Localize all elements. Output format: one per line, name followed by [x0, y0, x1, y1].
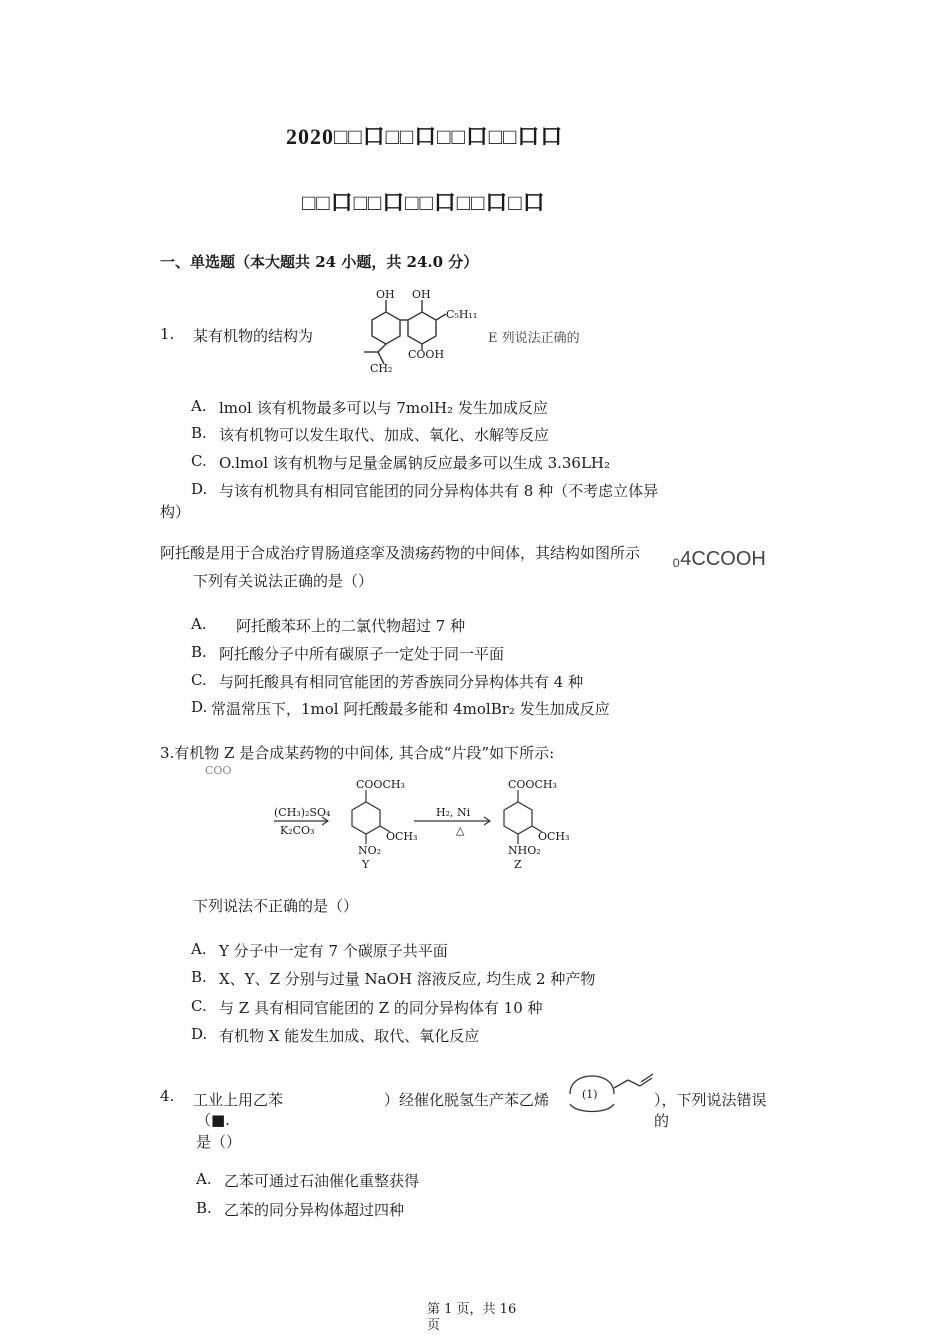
q2-option-b-text: 阿托酸分子中所有碳原子一定处于同一平面 [219, 645, 505, 663]
q3-option-a-text: Y 分子中一定有 7 个碳原子共平面 [219, 942, 448, 960]
q4-number: 4. [160, 1087, 175, 1105]
q1-option-a-letter: A. [191, 397, 207, 415]
q4-option-a-letter: A. [196, 1170, 212, 1188]
q1-label-ch2: CH₂ [370, 362, 393, 375]
q2-formula-fragment: ₀4CCOOH [672, 548, 766, 570]
q3-y-top: COOCH₃ [356, 778, 405, 791]
q2-option-c-text: 与阿托酸具有相同官能团的芳香族同分异构体共有 4 种 [219, 673, 584, 691]
q4-stem-part-d: （■. [196, 1111, 230, 1129]
q4-ring-label: (1) [582, 1088, 598, 1101]
q1-label-oh1: OH [376, 288, 395, 301]
q1-stem: 某有机物的结构为 [193, 327, 314, 345]
q3-option-a-letter: A. [191, 940, 207, 958]
q1-label-oh2: OH [412, 288, 431, 301]
q2-option-c-letter: C. [191, 671, 207, 689]
q3-option-b-letter: B. [191, 968, 207, 986]
q2-option-d-letter: D. [191, 698, 208, 716]
q4-stem-part-e: 是（） [196, 1133, 242, 1151]
q1-option-c-letter: C. [191, 452, 207, 470]
q3-y-bottom: NO₂ [358, 844, 382, 857]
q1-stem-tail: E 列说法正确的 [488, 331, 580, 346]
q3-stem: 3.有机物 Z 是合成某药物的中间体, 其合成“片段”如下所示: [160, 744, 555, 762]
q3-reagent2-bottom: △ [456, 824, 465, 837]
q1-option-d-text: 与该有机物具有相同官能团的同分异构体共有 8 种（不考虑立体异 [219, 482, 659, 500]
q1-option-d-letter: D. [191, 480, 208, 498]
page-footer-line2: 页 [427, 1318, 441, 1333]
q4-stem-part-f: 的 [654, 1112, 670, 1130]
q4-stem-part-c: ），下列说法错误 [654, 1091, 767, 1109]
q2-option-d-text: 常温常压下，1mol 阿托酸最多能和 4molBr₂ 发生加成反应 [211, 700, 610, 718]
section-heading: 一、单选题（本大题共 24 小题，共 24.0 分） [160, 253, 479, 271]
q3-option-d-letter: D. [191, 1025, 208, 1043]
q4-option-a-text: 乙苯可通过石油催化重整获得 [224, 1172, 420, 1190]
q1-option-b-text: 该有机物可以发生取代、加成、氧化、水解等反应 [219, 426, 550, 444]
q3-z-right: OCH₃ [538, 830, 570, 843]
q2-stem: 阿托酸是用于合成治疗胃肠道痉挛及溃疡药物的中间体，其结构如图所示 [160, 544, 641, 562]
q4-option-b-letter: B. [196, 1199, 212, 1217]
q1-label-cooh: COOH [408, 348, 445, 361]
page-footer-line1: 第 1 页，共 16 [427, 1302, 517, 1317]
q1-option-d-continuation: 构） [160, 503, 191, 521]
q3-z-bottom: NHO₂ [508, 844, 541, 857]
q3-fragment: COO [205, 764, 232, 777]
q1-number: 1. [160, 325, 175, 343]
q3-option-d-text: 有机物 X 能发生加成、取代、氧化反应 [219, 1027, 480, 1045]
q3-z-label: Z [514, 858, 522, 871]
q2-option-b-letter: B. [191, 643, 207, 661]
q3-option-c-letter: C. [191, 997, 207, 1015]
q3-y-label: Y [362, 858, 370, 871]
q3-reagent2-top: H₂, Ni [436, 806, 471, 819]
q1-option-b-letter: B. [191, 424, 207, 442]
document-title-line1: 2020□□口□□口□□口□□口口 [286, 124, 564, 149]
q1-option-c-text: O.lmol 该有机物与足量金属钠反应最多可以生成 3.36LH₂ [219, 454, 611, 472]
q1-label-c5h11: C₅H₁₁ [446, 308, 478, 321]
q3-reaction-scheme [272, 776, 582, 874]
q3-option-c-text: 与 Z 具有相同官能团的 Z 的同分异构体有 10 种 [219, 999, 543, 1017]
document-title-line2: □□口□□口□□口□□口□口 [302, 190, 546, 215]
q4-stem-part-a: 工业上用乙苯 [193, 1091, 284, 1109]
q4-option-b-text: 乙苯的同分异构体超过四种 [224, 1201, 405, 1219]
q4-styrene-structure [562, 1066, 658, 1120]
q3-reagent1-top: (CH₃)₂SO₄ [274, 806, 331, 819]
q3-z-top: COOCH₃ [508, 778, 557, 791]
q3-question: 下列说法不正确的是（） [193, 897, 359, 915]
q3-y-right: OCH₃ [386, 830, 418, 843]
q2-option-a-letter: A. [191, 615, 207, 633]
q4-stem-part-b: ）经催化脱氢生产苯乙烯 [384, 1091, 550, 1109]
q1-structure-image [350, 286, 480, 378]
q3-reagent1-bottom: K₂CO₃ [280, 824, 315, 837]
q2-option-a-text: 阿托酸苯环上的二氯代物超过 7 种 [236, 617, 466, 635]
q3-option-b-text: X、Y、Z 分别与过量 NaOH 溶液反应, 均生成 2 种产物 [219, 970, 596, 988]
q1-option-a-text: lmol 该有机物最多可以与 7molH₂ 发生加成反应 [219, 399, 548, 417]
q2-question: 下列有关说法正确的是（） [193, 572, 374, 590]
